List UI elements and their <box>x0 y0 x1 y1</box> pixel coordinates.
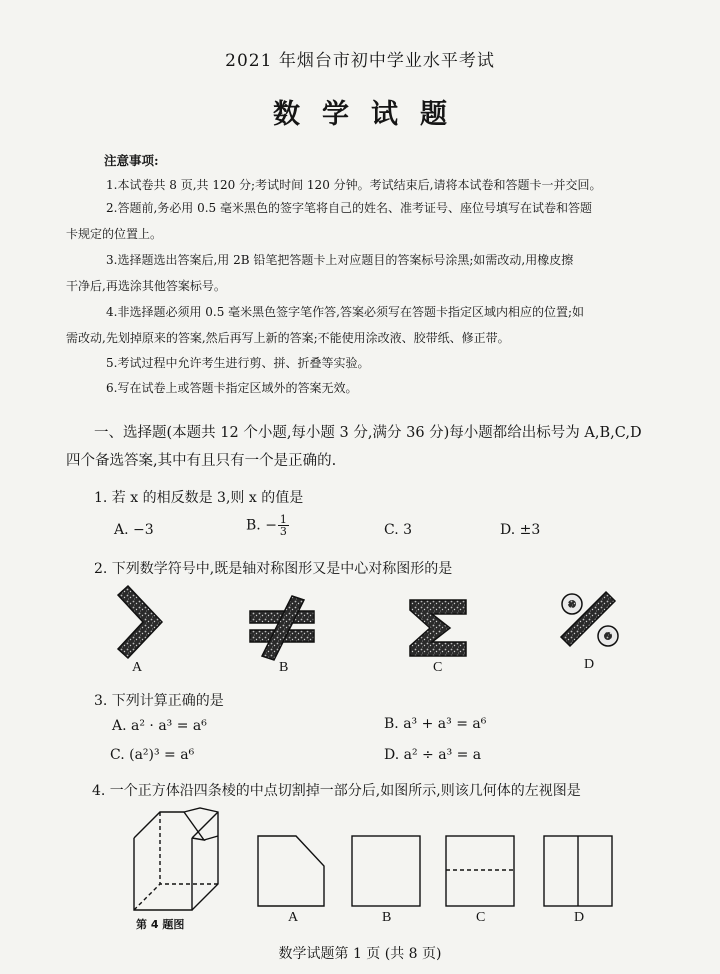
q4-cut-cube-figure <box>134 808 218 910</box>
q4-option-a-view <box>258 836 324 906</box>
q3-option-a: A. a² · a³ = a⁶ <box>112 718 207 734</box>
q4-option-b-view <box>352 836 420 906</box>
symbol-d-percent-icon <box>561 592 618 646</box>
symbol-c-sigma-icon <box>410 600 466 656</box>
page-footer: 数学试题第 1 页 (共 8 页) <box>278 946 442 962</box>
section-1-intro-cont: 四个备选答案,其中有且只有一个是正确的. <box>66 453 337 469</box>
q2-stem: 2. 下列数学符号中,既是轴对称图形又是中心对称图形的是 <box>94 561 453 577</box>
q1-option-a: A. −3 <box>114 522 154 538</box>
q4-option-d-view <box>544 836 612 906</box>
section-1-intro: 一、选择题(本题共 12 个小题,每小题 3 分,满分 36 分)每小题都给出标号为 A,B,C,D <box>94 425 642 441</box>
q1-option-c: C. 3 <box>384 522 413 538</box>
q2-label-d: D <box>584 657 595 672</box>
q1-option-b-denominator: 3 <box>279 525 287 538</box>
q1-stem: 1. 若 x 的相反数是 3,则 x 的值是 <box>94 490 304 506</box>
q3-option-d: D. a² ÷ a³ = a <box>384 747 482 763</box>
notice-line-9: 6.写在试卷上或答题卡指定区域外的答案无效。 <box>106 381 358 395</box>
exam-title: 2021 年烟台市初中学业水平考试 <box>225 51 495 71</box>
notice-heading: 注意事项: <box>104 153 159 168</box>
q4-label-b: B <box>382 910 392 925</box>
q1-option-b-numerator: 1 <box>279 513 287 526</box>
q2-label-a: A <box>132 660 143 675</box>
symbol-b-not-equal-icon <box>250 596 314 660</box>
notice-line-7: 需改动,先划掉原来的答案,然后再写上新的答案;不能使用涂改液、胶带纸、修正带。 <box>66 331 510 345</box>
q2-label-b: B <box>279 660 289 675</box>
q3-option-c: C. (a²)³ = a⁶ <box>110 747 195 763</box>
subject-title: 数学试题 <box>273 99 469 130</box>
q1-option-b-prefix: B. − <box>246 517 277 534</box>
notice-line-3: 卡规定的位置上。 <box>66 227 163 241</box>
notice-line-5: 干净后,再选涂其他答案标号。 <box>66 279 226 293</box>
q4-option-c-view <box>446 836 514 906</box>
q4-label-a: A <box>288 910 299 925</box>
notice-line-4: 3.选择题选出答案后,用 2B 铅笔把答题卡上对应题目的答案标号涂黑;如需改动,用橡皮擦 <box>106 253 574 267</box>
q4-figure-caption: 第 4 题图 <box>136 918 185 931</box>
q2-label-c: C <box>433 660 443 675</box>
notice-line-1: 1.本试卷共 8 页,共 120 分;考试时间 120 分钟。考试结束后,请将本试卷和答题卡一并交回。 <box>106 178 602 192</box>
q4-stem: 4. 一个正方体沿四条棱的中点切割掉一部分后,如图所示,则该几何体的左视图是 <box>92 783 581 799</box>
notice-line-2: 2.答题前,务必用 0.5 毫米黑色的签字笔将自己的姓名、准考证号、座位号填写在试卷和答题 <box>106 201 592 215</box>
q3-option-b: B. a³ + a³ = a⁶ <box>384 716 487 732</box>
q4-label-c: C <box>476 910 486 925</box>
notice-line-8: 5.考试过程中允许考生进行剪、拼、折叠等实验。 <box>106 356 370 370</box>
q1-option-d: D. ±3 <box>500 522 541 538</box>
q3-stem: 3. 下列计算正确的是 <box>94 693 224 709</box>
symbol-a-greater-than-icon <box>118 586 162 658</box>
q4-label-d: D <box>574 910 585 925</box>
notice-line-6: 4.非选择题必须用 0.5 毫米黑色签字笔作答,答案必须写在答题卡指定区域内相应的位置;如 <box>106 305 585 319</box>
